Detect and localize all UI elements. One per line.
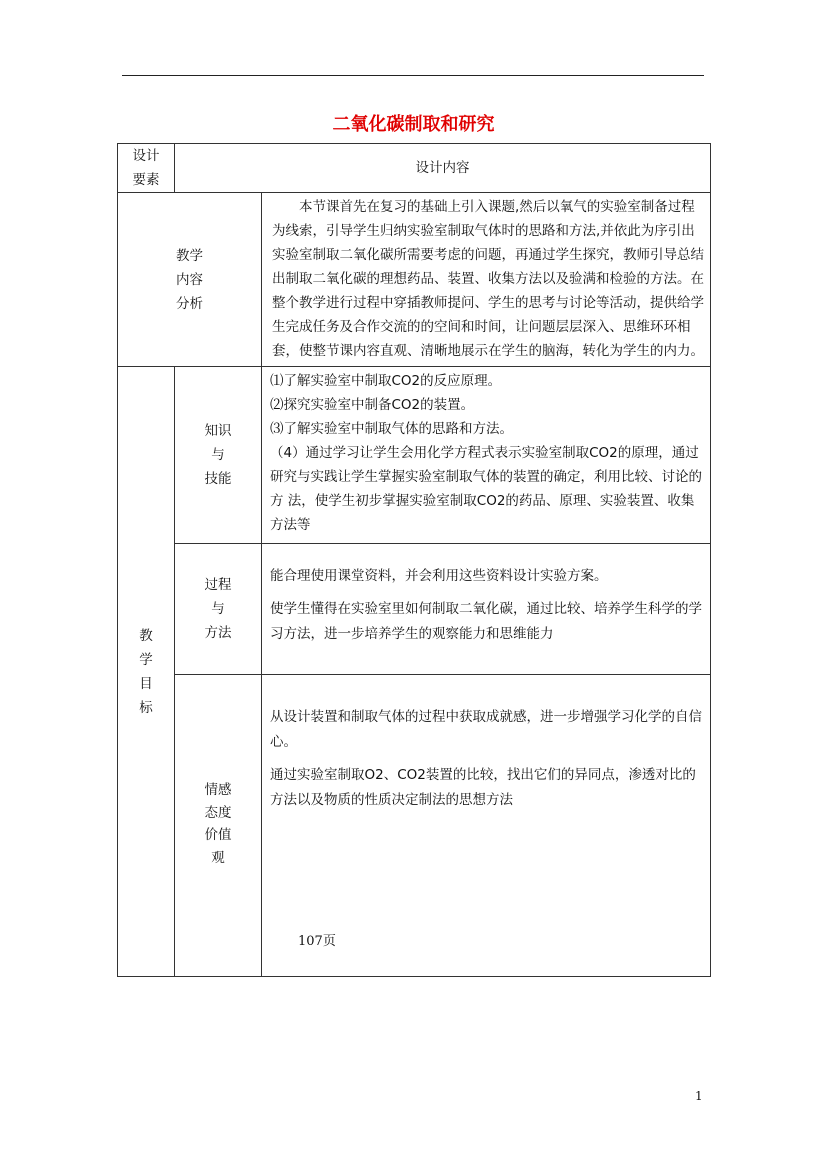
knowledge-item: ⑶了解实验室中制取气体的思路和方法。 xyxy=(270,421,513,437)
label-line: 分析 xyxy=(176,295,203,312)
page-number: 1 xyxy=(695,1089,703,1103)
emotion-attitude-label xyxy=(175,675,262,977)
process-row xyxy=(118,544,711,675)
design-element-header xyxy=(118,144,175,193)
analysis-row xyxy=(118,193,711,367)
document-title: 二氧化碳制取和研究 xyxy=(332,114,495,135)
knowledge-item: ⑴了解实验室中制取CO2的反应原理。 xyxy=(270,373,502,389)
knowledge-skills-content xyxy=(262,367,711,544)
label-line: 过程 xyxy=(204,577,232,593)
header-label-line: 要素 xyxy=(132,172,160,188)
label-line: 与 xyxy=(211,447,225,463)
header-row xyxy=(118,144,711,193)
label-line: 与 xyxy=(211,601,225,617)
process-paragraph: 能合理使用课堂资料，并会利用这些资料设计实验方案。 xyxy=(270,567,608,584)
analysis-text: 本节课首先在复习的基础上引入课题,然后以氧气的实验室制备过程为线索，引导学生归纳实验室制取气体时的思路和方法,并依此为序引出实验室制取二氧化碳所需要考虑的问题，再通过学生探究，教师引导总结出制取二氧化碳的理想药品、装置、收集方法以及验满和检验的方法。在整个教学进行过程中穿插教师提问、学生的思考与讨论等活动，提供给学生完成任务及合作交流的的空间和时间，让问题层层深入、思维环环相套，使整节课内容直观、清晰地展示在学生的脑海，转化为学生的内力。 xyxy=(262,193,711,367)
label-line: 方法 xyxy=(204,625,232,641)
teaching-goals-label xyxy=(118,367,175,977)
emotion-paragraph: 从设计装置和制取气体的过程中获取成就感，进一步增强学习化学的自信心。 xyxy=(270,709,702,750)
knowledge-item: （4）通过学习让学生会用化学方程式表示实验室制取CO2的原理，通过研究与实践让学生掌握实验室制取气体的装置的确定，利用比较、讨论的方 法，使学生初步掌握实验室制取CO2的药品、原理、实验装置、收集方法等 xyxy=(270,445,702,533)
label-line: 观 xyxy=(211,849,225,866)
page-note: 107页 xyxy=(298,934,336,949)
emotion-paragraph: 通过实验室制取O2、CO2装置的比较，找出它们的异同点，渗透对比的方法以及物质的性质决定制法的思想方法 xyxy=(270,767,696,808)
label-line: 价值 xyxy=(204,827,232,843)
design-content-header: 设计内容 xyxy=(175,144,711,193)
knowledge-item: ⑵探究实验室中制备CO2的装置。 xyxy=(270,397,475,413)
emotion-row xyxy=(118,675,711,977)
lesson-design-table xyxy=(117,143,711,977)
label-line: 技能 xyxy=(204,471,232,487)
knowledge-skills-label xyxy=(175,367,262,544)
process-paragraph: 使学生懂得在实验室里如何制取二氧化碳，通过比较、培养学生科学的学习方法，进一步培养学生的观察能力和思维能力 xyxy=(270,600,702,642)
label-line: 标 xyxy=(139,699,153,716)
analysis-label xyxy=(118,193,262,367)
label-line: 态度 xyxy=(204,804,232,821)
label-line: 内容 xyxy=(176,271,203,288)
process-methods-content xyxy=(262,544,711,675)
label-line: 学 xyxy=(139,651,153,668)
label-line: 知识 xyxy=(204,423,232,439)
header-rule xyxy=(122,75,704,76)
label-line: 情感 xyxy=(204,782,232,798)
process-methods-label xyxy=(175,544,262,675)
label-line: 教学 xyxy=(176,247,203,264)
label-line: 目 xyxy=(139,675,153,692)
header-label-line: 设计 xyxy=(132,148,160,164)
label-line: 教 xyxy=(139,627,153,644)
knowledge-row xyxy=(118,367,711,544)
